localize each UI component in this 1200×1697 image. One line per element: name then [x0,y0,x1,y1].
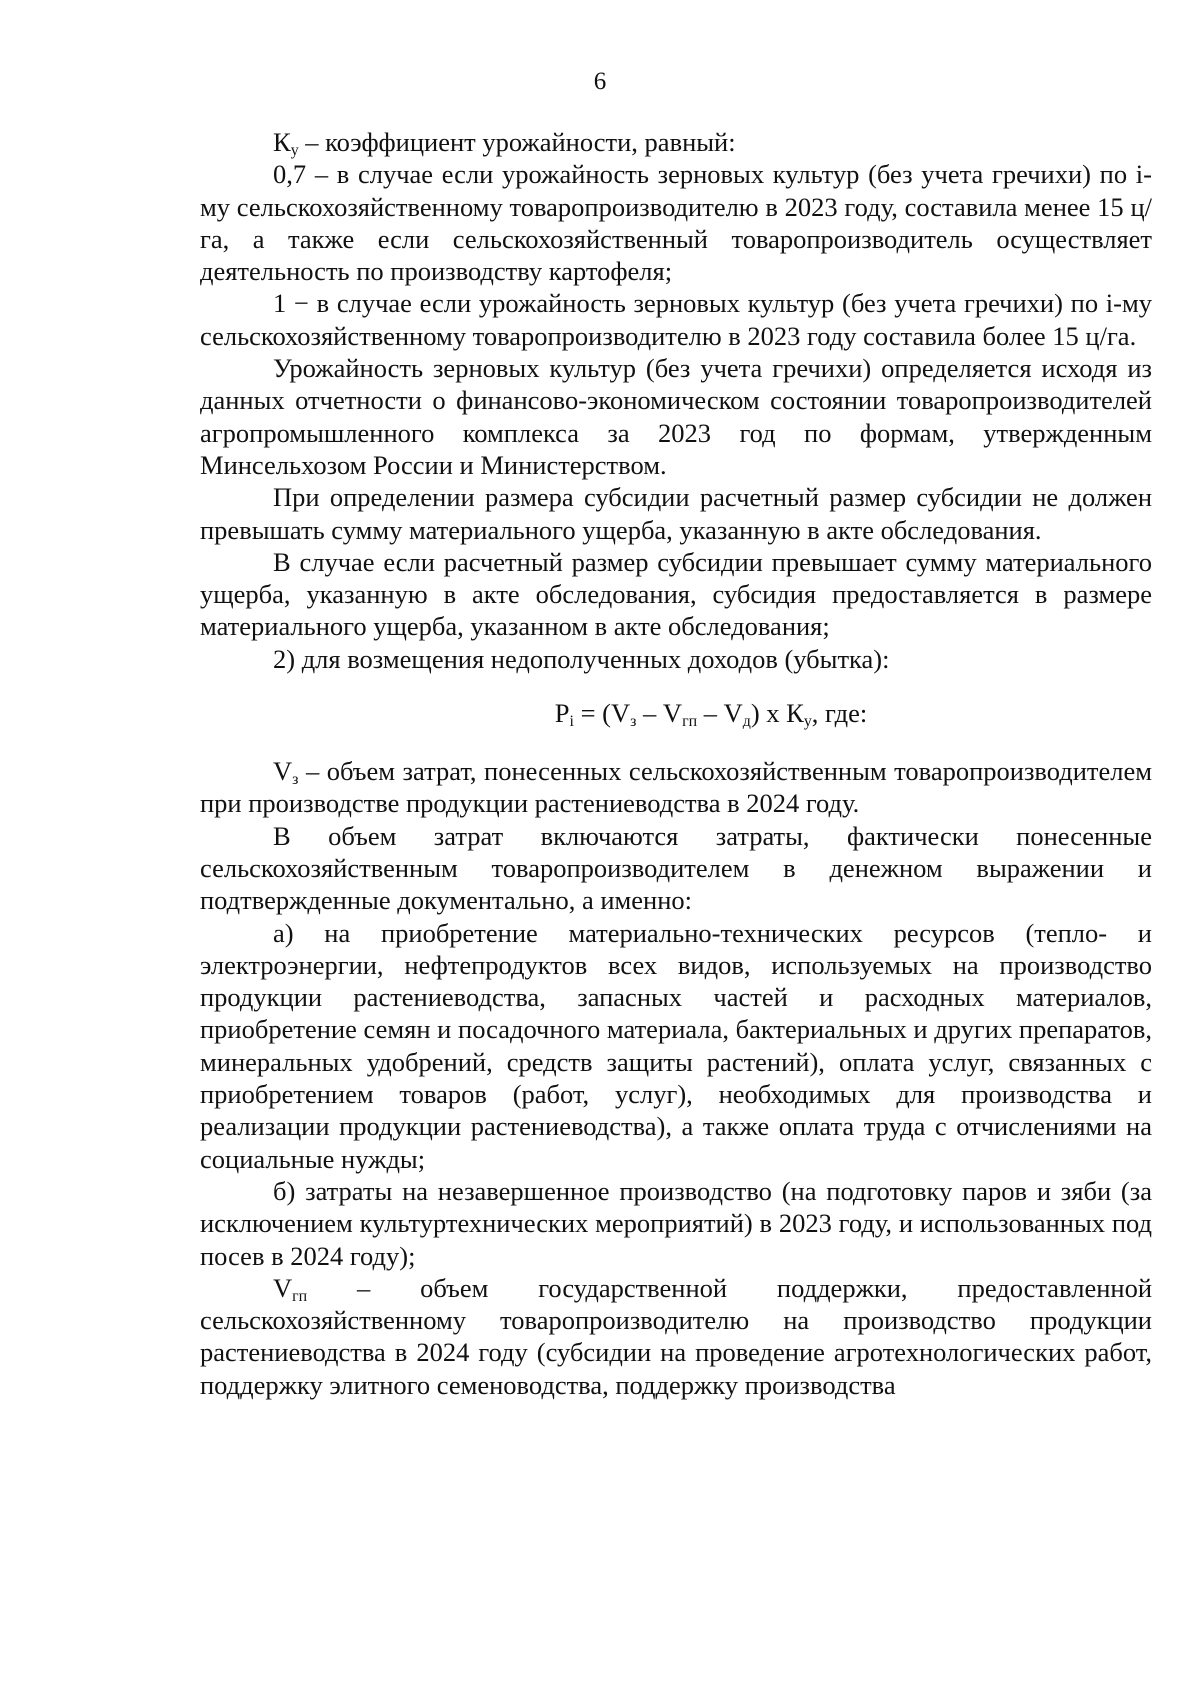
vgp-definition-text: – объем государственной поддержки, предоставленной сельскохозяйственному товаропроизводителю на производство продукции растениеводства в 2024 году (субсидии на проведение агротехнологических работ, поддержку элитного семеноводства, поддержку производства [200,1272,1152,1400]
paragraph-coef-1: 1 − в случае если урожайность зерновых культур (без учета гречихи) по i-му сельскохозяйственному товаропроизводителю в 2023 году составила более 15 ц/га. [200,288,1152,351]
paragraph-vz-definition [200,755,1152,820]
formula-vgp-sub: гп [682,713,698,731]
paragraph-yield-source: Урожайность зерновых культур (без учета гречихи) определяется исходя из данных отчетности о финансово-экономическом состоянии товаропроизводителей агропромышленного комплекса за 2023 год по формам, утвержденным Минсельхозом России и Министерством. [200,353,1152,480]
formula-tail: , где: [811,698,868,729]
formula-pi [200,693,1152,733]
paragraph-subsidy-exceeds: В случае если расчетный размер субсидии превышает сумму материального ущерба, указанную в акте обследования, субсидия предоставляется в размере материального ущерба, указанном в акте обследования; [200,546,1152,642]
page-number: 6 [593,68,607,95]
paragraph-subsidy-limit: При определении размера субсидии расчетный размер субсидии не должен превышать сумму материального ущерба, указанную в акте обследования. [200,482,1152,545]
ky-subscript: у [290,141,299,159]
formula-vd-sub: д [742,713,751,731]
paragraph-ky-definition [200,126,1152,158]
vz-subscript: з [292,771,299,789]
formula-vz-sub: з [630,713,637,731]
formula-minus-2: – V [697,698,743,729]
formula-k-sub: у [803,713,812,731]
paragraph-coef-0-7: 0,7 – в случае если урожайность зерновых культур (без учета гречихи) по i-му сельскохозяйственному товаропроизводителю в 2023 году, составила менее 15 ц/га, а также если сельскохозяйственный товаропроизводитель осуществляет деятельность по производству картофеля; [200,159,1152,287]
paragraph-item-b: б) затраты на незавершенное производство (на подготовку паров и зяби (за исключением культуртехнических мероприятий) в 2023 году, и использованных под посев в 2024 году); [200,1175,1152,1271]
document-body [200,126,1152,1401]
formula-eq-open: = (V [573,698,631,729]
paragraph-lost-income: 2) для возмещения недополученных доходов (убытка): [273,643,890,674]
ky-symbol: К [273,127,291,157]
paragraph-costs-included: В объем затрат включаются затраты, фактически понесенные сельскохозяйственным товаропроизводителем в денежном выражении и подтвержденные документально, а именно: [200,820,1152,916]
paragraph-vgp-definition [200,1272,1152,1401]
formula-close: ) х К [750,698,804,729]
formula-p: P [554,698,570,729]
formula-p-sub: i [569,713,574,731]
formula-minus-1: – V [636,698,683,729]
vgp-subscript: гп [292,1287,308,1305]
ky-definition-text: – коэффициент урожайности, равный: [298,127,736,157]
paragraph-item-a: а) на приобретение материально-технических ресурсов (тепло- и электроэнергии, нефтепродуктов всех видов, используемых на производство продукции растениеводства, запасных частей и расходных материалов, приобретение семян и посадочного материала, бактериальных и других препаратов, минеральных удобрений, средств защиты растений), оплата услуг, связанных с приобретением товаров (работ, услуг), необходимых для производства и реализации продукции растениеводства), а также оплата труда с отчислениями на социальные нужды; [200,917,1152,1174]
vz-symbol: V [273,756,293,787]
vgp-symbol: V [273,1272,293,1303]
vz-definition-text: – объем затрат, понесенных сельскохозяйственным товаропроизводителем при производстве продукции растениеводства в 2024 году. [200,756,1152,819]
